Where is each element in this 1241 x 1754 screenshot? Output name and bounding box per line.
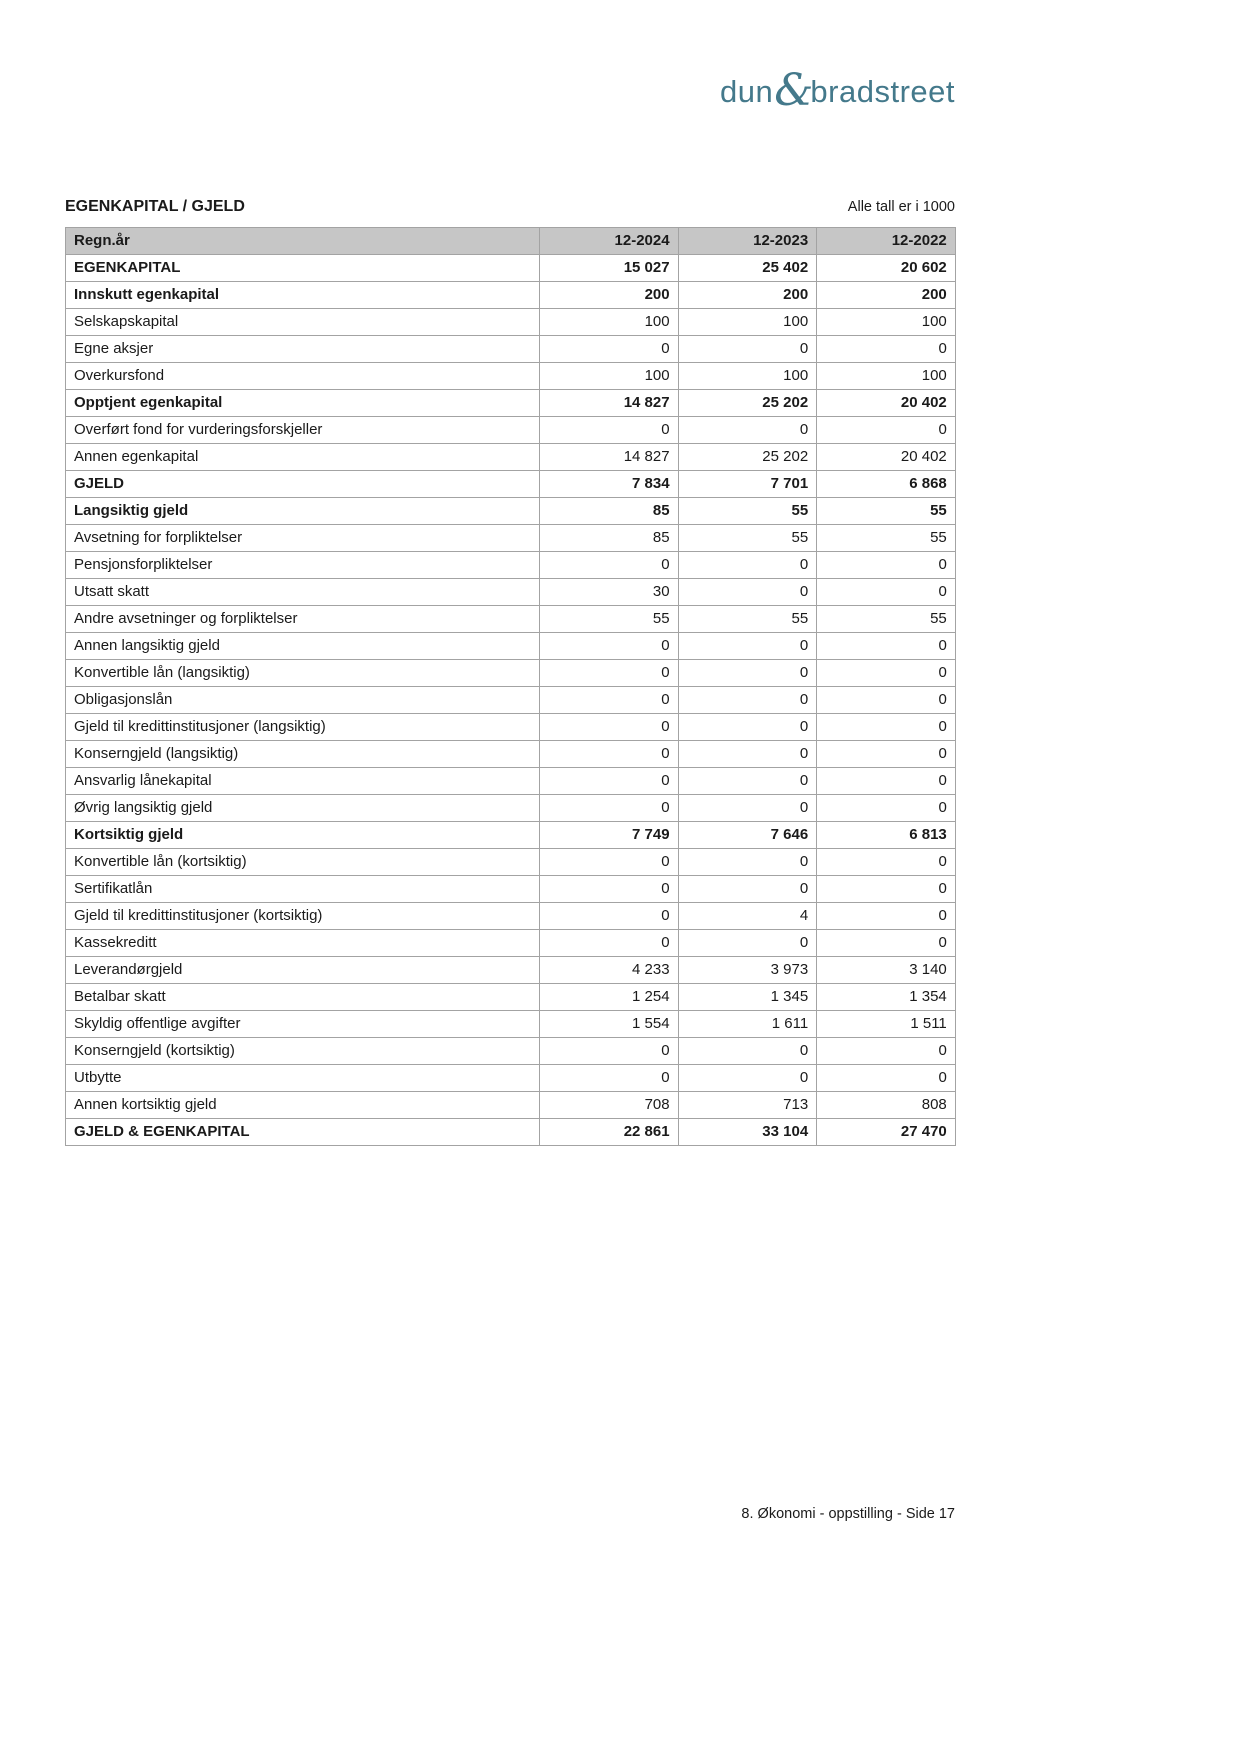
row-label: EGENKAPITAL [66, 255, 540, 282]
column-header-2022: 12-2022 [817, 228, 956, 255]
value-cell: 0 [817, 633, 956, 660]
value-cell: 200 [678, 282, 817, 309]
value-cell: 0 [540, 768, 679, 795]
table-row [66, 1119, 956, 1146]
value-cell: 1 511 [817, 1011, 956, 1038]
row-label: Øvrig langsiktig gjeld [66, 795, 540, 822]
value-cell: 55 [678, 498, 817, 525]
table-row [66, 687, 956, 714]
logo-ampersand-icon: & [774, 65, 814, 116]
row-label: Gjeld til kredittinstitusjoner (kortsiktig) [66, 903, 540, 930]
value-cell: 0 [678, 417, 817, 444]
row-label: Annen egenkapital [66, 444, 540, 471]
row-label: Langsiktig gjeld [66, 498, 540, 525]
value-cell: 100 [817, 363, 956, 390]
title-row [65, 198, 955, 216]
row-label: GJELD [66, 471, 540, 498]
value-cell: 713 [678, 1092, 817, 1119]
page-footer: 8. Økonomi - oppstilling - Side 17 [741, 1506, 955, 1522]
value-cell: 6 868 [817, 471, 956, 498]
value-cell: 0 [678, 795, 817, 822]
row-label: GJELD & EGENKAPITAL [66, 1119, 540, 1146]
value-cell: 100 [678, 309, 817, 336]
value-cell: 0 [817, 903, 956, 930]
value-cell: 0 [540, 930, 679, 957]
table-row [66, 714, 956, 741]
row-label: Sertifikatlån [66, 876, 540, 903]
row-label: Gjeld til kredittinstitusjoner (langsiktig) [66, 714, 540, 741]
value-cell: 0 [540, 336, 679, 363]
value-cell: 33 104 [678, 1119, 817, 1146]
value-cell: 20 402 [817, 390, 956, 417]
table-row [66, 282, 956, 309]
row-label: Utsatt skatt [66, 579, 540, 606]
value-cell: 0 [678, 552, 817, 579]
table-row [66, 363, 956, 390]
value-cell: 0 [540, 633, 679, 660]
table-row [66, 525, 956, 552]
value-cell: 0 [678, 579, 817, 606]
row-label: Konvertible lån (kortsiktig) [66, 849, 540, 876]
value-cell: 55 [817, 525, 956, 552]
value-cell: 0 [540, 903, 679, 930]
value-cell: 7 646 [678, 822, 817, 849]
value-cell: 0 [678, 1038, 817, 1065]
table-row [66, 768, 956, 795]
value-cell: 100 [678, 363, 817, 390]
row-label: Overkursfond [66, 363, 540, 390]
value-cell: 55 [678, 525, 817, 552]
value-cell: 0 [817, 417, 956, 444]
value-cell: 0 [540, 741, 679, 768]
table-row [66, 876, 956, 903]
value-cell: 0 [817, 849, 956, 876]
row-label: Konserngjeld (langsiktig) [66, 741, 540, 768]
value-cell: 0 [540, 876, 679, 903]
value-cell: 7 701 [678, 471, 817, 498]
section-title: EGENKAPITAL / GJELD [65, 198, 245, 215]
value-cell: 0 [817, 930, 956, 957]
value-cell: 1 554 [540, 1011, 679, 1038]
logo-text-bradstreet: bradstreet [810, 74, 955, 109]
table-row [66, 309, 956, 336]
table-row [66, 741, 956, 768]
value-cell: 0 [817, 687, 956, 714]
row-label: Skyldig offentlige avgifter [66, 1011, 540, 1038]
value-cell: 0 [817, 1065, 956, 1092]
row-label: Annen kortsiktig gjeld [66, 1092, 540, 1119]
table-row [66, 660, 956, 687]
value-cell: 0 [817, 579, 956, 606]
value-cell: 1 254 [540, 984, 679, 1011]
column-header-2024: 12-2024 [540, 228, 679, 255]
table-row [66, 606, 956, 633]
value-cell: 0 [678, 768, 817, 795]
value-cell: 0 [678, 336, 817, 363]
table-row [66, 957, 956, 984]
table-row [66, 336, 956, 363]
table-header-row [66, 228, 956, 255]
value-cell: 0 [817, 876, 956, 903]
table-row [66, 633, 956, 660]
value-cell: 14 827 [540, 444, 679, 471]
value-cell: 1 611 [678, 1011, 817, 1038]
value-cell: 0 [678, 687, 817, 714]
table-row [66, 471, 956, 498]
value-cell: 27 470 [817, 1119, 956, 1146]
value-cell: 1 345 [678, 984, 817, 1011]
logo-text-dun: dun [720, 74, 774, 109]
table-row [66, 1065, 956, 1092]
value-cell: 25 402 [678, 255, 817, 282]
value-cell: 708 [540, 1092, 679, 1119]
row-label: Ansvarlig lånekapital [66, 768, 540, 795]
row-label: Opptjent egenkapital [66, 390, 540, 417]
value-cell: 7 834 [540, 471, 679, 498]
table-row [66, 849, 956, 876]
row-label: Overført fond for vurderingsforskjeller [66, 417, 540, 444]
value-cell: 14 827 [540, 390, 679, 417]
value-cell: 7 749 [540, 822, 679, 849]
row-label: Annen langsiktig gjeld [66, 633, 540, 660]
value-cell: 200 [817, 282, 956, 309]
value-cell: 0 [678, 714, 817, 741]
value-cell: 0 [540, 1038, 679, 1065]
row-label: Selskapskapital [66, 309, 540, 336]
row-label: Pensjonsforpliktelser [66, 552, 540, 579]
balance-table-body [66, 255, 956, 1146]
value-cell: 808 [817, 1092, 956, 1119]
value-cell: 0 [817, 768, 956, 795]
value-cell: 0 [540, 1065, 679, 1092]
value-cell: 20 402 [817, 444, 956, 471]
value-cell: 0 [540, 417, 679, 444]
value-cell: 0 [540, 849, 679, 876]
table-row [66, 903, 956, 930]
table-row [66, 930, 956, 957]
value-cell: 0 [678, 876, 817, 903]
row-label: Konvertible lån (langsiktig) [66, 660, 540, 687]
row-label: Utbytte [66, 1065, 540, 1092]
dun-bradstreet-logo [720, 65, 955, 116]
table-row [66, 552, 956, 579]
value-cell: 55 [540, 606, 679, 633]
value-cell: 3 973 [678, 957, 817, 984]
row-label: Konserngjeld (kortsiktig) [66, 1038, 540, 1065]
value-cell: 55 [817, 498, 956, 525]
balance-sheet-table [65, 227, 956, 1146]
value-cell: 0 [540, 660, 679, 687]
value-cell: 0 [540, 795, 679, 822]
row-label: Obligasjonslån [66, 687, 540, 714]
column-header-2023: 12-2023 [678, 228, 817, 255]
value-cell: 0 [817, 795, 956, 822]
value-cell: 0 [540, 552, 679, 579]
value-cell: 100 [540, 309, 679, 336]
row-label: Egne aksjer [66, 336, 540, 363]
value-cell: 15 027 [540, 255, 679, 282]
table-row [66, 984, 956, 1011]
table-row [66, 1038, 956, 1065]
row-label: Kassekreditt [66, 930, 540, 957]
value-cell: 0 [817, 741, 956, 768]
table-row [66, 822, 956, 849]
row-label: Andre avsetninger og forpliktelser [66, 606, 540, 633]
value-cell: 25 202 [678, 444, 817, 471]
value-cell: 0 [678, 849, 817, 876]
value-cell: 20 602 [817, 255, 956, 282]
table-row [66, 1011, 956, 1038]
table-row [66, 390, 956, 417]
value-cell: 0 [678, 741, 817, 768]
value-cell: 30 [540, 579, 679, 606]
value-cell: 3 140 [817, 957, 956, 984]
row-label: Betalbar skatt [66, 984, 540, 1011]
value-cell: 0 [678, 930, 817, 957]
value-cell: 0 [817, 660, 956, 687]
value-cell: 0 [540, 714, 679, 741]
table-row [66, 498, 956, 525]
row-label: Kortsiktig gjeld [66, 822, 540, 849]
table-row [66, 417, 956, 444]
value-cell: 0 [817, 336, 956, 363]
value-cell: 100 [817, 309, 956, 336]
value-cell: 0 [817, 714, 956, 741]
table-row [66, 255, 956, 282]
value-cell: 6 813 [817, 822, 956, 849]
value-cell: 85 [540, 498, 679, 525]
value-cell: 85 [540, 525, 679, 552]
row-label: Avsetning for forpliktelser [66, 525, 540, 552]
value-cell: 1 354 [817, 984, 956, 1011]
value-cell: 200 [540, 282, 679, 309]
value-cell: 0 [817, 1038, 956, 1065]
value-cell: 4 233 [540, 957, 679, 984]
table-row [66, 579, 956, 606]
value-cell: 0 [817, 552, 956, 579]
row-label: Leverandørgjeld [66, 957, 540, 984]
value-cell: 100 [540, 363, 679, 390]
value-cell: 0 [540, 687, 679, 714]
value-cell: 25 202 [678, 390, 817, 417]
row-label: Innskutt egenkapital [66, 282, 540, 309]
table-row [66, 795, 956, 822]
table-row [66, 1092, 956, 1119]
value-cell: 0 [678, 1065, 817, 1092]
column-header-regnaar: Regn.år [66, 228, 540, 255]
value-cell: 0 [678, 660, 817, 687]
value-cell: 4 [678, 903, 817, 930]
table-row [66, 444, 956, 471]
value-cell: 55 [817, 606, 956, 633]
value-cell: 22 861 [540, 1119, 679, 1146]
value-cell: 55 [678, 606, 817, 633]
value-cell: 0 [678, 633, 817, 660]
units-note: Alle tall er i 1000 [847, 199, 955, 215]
